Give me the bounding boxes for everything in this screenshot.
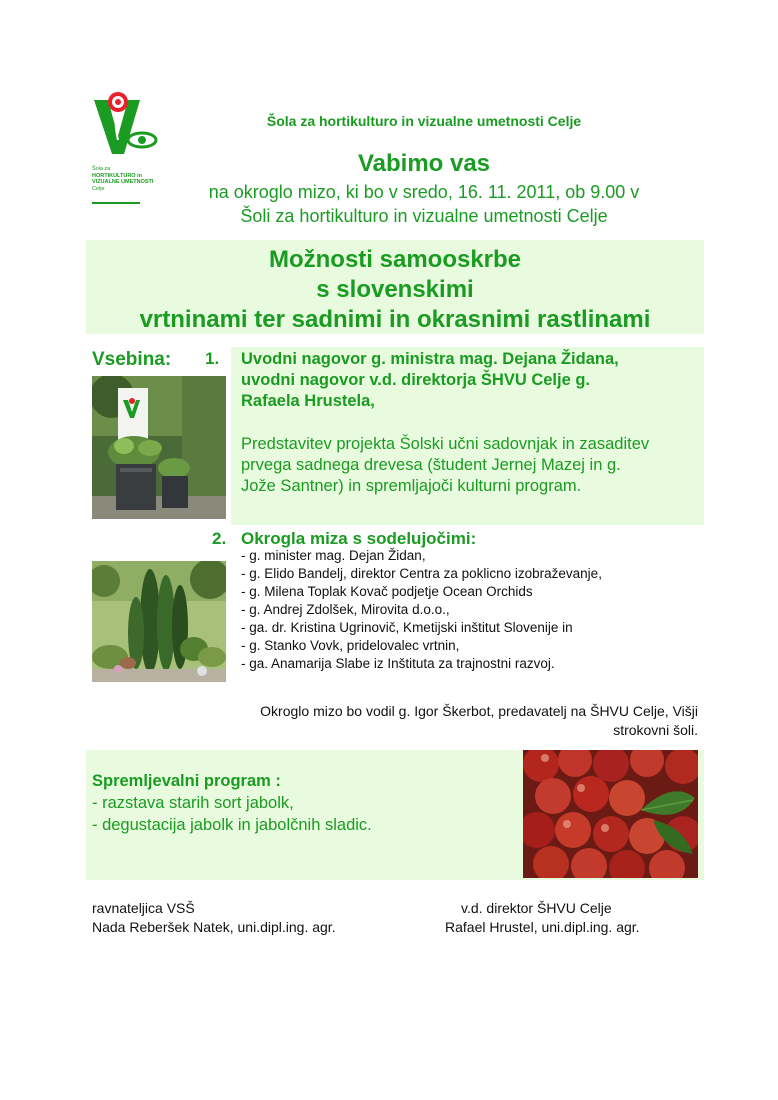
left-signature-role: ravnateljica VSŠ bbox=[92, 900, 195, 916]
participant-item: - g. Elido Bandelj, direktor Centra za poklicno izobraževanje, bbox=[241, 566, 602, 581]
school-sign-photo bbox=[92, 376, 226, 519]
moderator-line-2: strokovni šoli. bbox=[613, 722, 698, 738]
participant-item: - g. Milena Toplak Kovač podjetje Ocean Orchids bbox=[241, 584, 533, 599]
program-title: Spremljevalni program : bbox=[92, 772, 281, 790]
content-heading: Vsebina: bbox=[92, 349, 172, 370]
invite-heading: Vabimo vas bbox=[357, 150, 491, 177]
participant-item: - ga. Anamarija Slabe iz Inštituta za trajnostni razvoj. bbox=[241, 656, 555, 671]
participant-item: - g. minister mag. Dejan Židan, bbox=[241, 548, 426, 563]
right-signature-role: v.d. direktor ŠHVU Celje bbox=[461, 900, 612, 916]
invite-line-1: na okroglo mizo, ki bo v sredo, 16. 11. 2011, ob 9.00 v bbox=[208, 182, 640, 202]
item-1-desc-2: prvega sadnega drevesa (študent Jernej Mazej in g. bbox=[241, 456, 621, 474]
participant-item: - g. Andrej Zdolšek, Mirovita d.o.o., bbox=[241, 602, 450, 617]
item-1-line-2: uvodni nagovor v.d. direktorja ŠHVU Celje g. bbox=[241, 371, 591, 389]
item-1-number: 1. bbox=[205, 349, 220, 368]
item-1-desc-1: Predstavitev projekta Šolski učni sadovnjak in zasaditev bbox=[241, 435, 650, 453]
moderator-line-1: Okroglo mizo bo vodil g. Igor Škerbot, predavatelj na ŠHVU Celje, Višji bbox=[260, 703, 698, 719]
participant-item: - ga. dr. Kristina Ugrinovič, Kmetijski inštitut Slovenije in bbox=[241, 620, 573, 635]
item-2-number: 2. bbox=[212, 529, 227, 548]
left-signature-name: Nada Reberšek Natek, uni.dipl.ing. agr. bbox=[92, 919, 336, 935]
invite-line-2: Šoli za hortikulturo in vizualne umetnosti Celje bbox=[240, 206, 608, 226]
item-1-line-3: Rafaela Hrustela, bbox=[241, 392, 375, 410]
logo-text: Šola za HORTIKULTURO in VIZUALNE UMETNOSTI Celje bbox=[92, 166, 154, 192]
school-name: Šola za hortikulturo in vizualne umetnosti Celje bbox=[266, 113, 582, 129]
title-line-1: Možnosti samooskrbe bbox=[268, 246, 522, 273]
item-1-line-1: Uvodni nagovor g. ministra mag. Dejana Židana, bbox=[241, 350, 619, 368]
program-item: - razstava starih sort jabolk, bbox=[92, 794, 294, 812]
item-1-desc-3: Jože Santner) in spremljajoči kulturni program. bbox=[241, 477, 582, 495]
item-2-title: Okrogla miza s sodelujočimi: bbox=[241, 529, 477, 548]
program-item: - degustacija jabolk in jabolčnih sladic. bbox=[92, 816, 372, 834]
right-signature-name: Rafael Hrustel, uni.dipl.ing. agr. bbox=[445, 919, 640, 935]
title-line-2: s slovenskimi bbox=[316, 276, 474, 303]
participant-item: - g. Stanko Vovk, pridelovalec vrtnin, bbox=[241, 638, 460, 653]
garden-photo bbox=[92, 561, 226, 682]
title-line-3: vrtninami ter sadnimi in okrasnimi rastlinami bbox=[139, 306, 651, 333]
apples-photo bbox=[523, 750, 698, 878]
